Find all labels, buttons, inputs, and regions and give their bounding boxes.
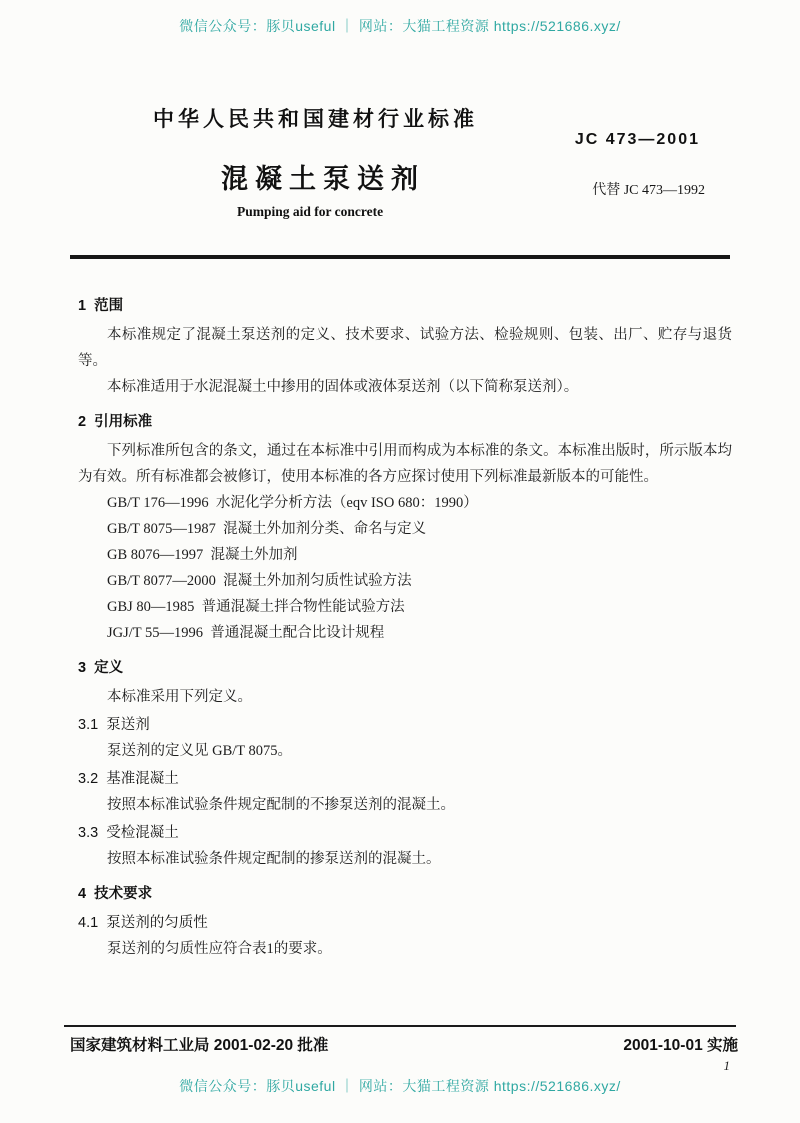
footer-row	[70, 1033, 738, 1055]
footer-divider	[64, 1025, 736, 1027]
clause-heading: 4.1 泵送剂的匀质性	[78, 915, 208, 931]
implementation-note: 2001-10-01 实施	[623, 1037, 738, 1054]
paragraph: 本标准规定了混凝土泵送剂的定义、技术要求、试验方法、检验规则、包装、出厂、贮存与退货等。	[78, 327, 732, 369]
clause-heading: 3.1 泵送剂	[78, 717, 150, 733]
clause-heading: 3.2 基准混凝土	[78, 771, 179, 787]
paragraph: 泵送剂的定义见 GB/T 8075。	[107, 743, 293, 759]
reference-item: GB/T 8077—2000 混凝土外加剂匀质性试验方法	[107, 573, 412, 589]
standard-type-heading: 中华人民共和国建材行业标准	[153, 108, 478, 131]
section-heading: 4 技术要求	[78, 886, 153, 902]
replaces-note: 代替 JC 473—1992	[592, 183, 705, 198]
header-divider	[70, 255, 730, 259]
watermark-bottom: 微信公众号：豚贝useful ｜ 网站：大猫工程资源 https://521686.xyz/	[179, 1078, 621, 1094]
paragraph: 泵送剂的匀质性应符合表1的要求。	[107, 941, 332, 957]
section-heading: 3 定义	[78, 660, 124, 676]
reference-item: JGJ/T 55—1996 普通混凝土配合比设计规程	[107, 625, 385, 641]
standard-number: JC 473—2001	[574, 131, 700, 148]
section-heading: 1 范围	[78, 298, 124, 314]
document-title: 混凝土泵送剂	[221, 164, 425, 194]
reference-item: GBJ 80—1985 普通混凝土拌合物性能试验方法	[107, 599, 405, 615]
approval-note: 国家建筑材料工业局 2001-02-20 批准	[70, 1037, 329, 1054]
paragraph: 本标准适用于水泥混凝土中掺用的固体或液体泵送剂（以下简称泵送剂）。	[107, 379, 579, 395]
section-heading: 2 引用标准	[78, 414, 153, 430]
paragraph: 按照本标准试验条件规定配制的掺泵送剂的混凝土。	[107, 851, 441, 867]
reference-item: GB/T 8075—1987 混凝土外加剂分类、命名与定义	[107, 521, 427, 537]
paragraph: 本标准采用下列定义。	[107, 689, 252, 705]
paragraph: 下列标准所包含的条文，通过在本标准中引用而构成为本标准的条文。本标准出版时，所示版本均为有效。所有标准都会被修订，使用本标准的各方应探讨使用下列标准最新版本的可能性。	[78, 443, 732, 485]
document-title-english: Pumping aid for concrete	[237, 204, 384, 219]
clause-heading: 3.3 受检混凝土	[78, 825, 179, 841]
watermark-top: 微信公众号：豚贝useful ｜ 网站：大猫工程资源 https://521686.xyz/	[179, 18, 621, 34]
paragraph: 按照本标准试验条件规定配制的不掺泵送剂的混凝土。	[107, 797, 455, 813]
reference-item: GB/T 176—1996 水泥化学分析方法（eqv ISO 680：1990）	[107, 495, 478, 511]
page-number: 1	[723, 1058, 730, 1073]
document-body	[78, 284, 732, 962]
reference-item: GB 8076—1997 混凝土外加剂	[107, 547, 298, 563]
